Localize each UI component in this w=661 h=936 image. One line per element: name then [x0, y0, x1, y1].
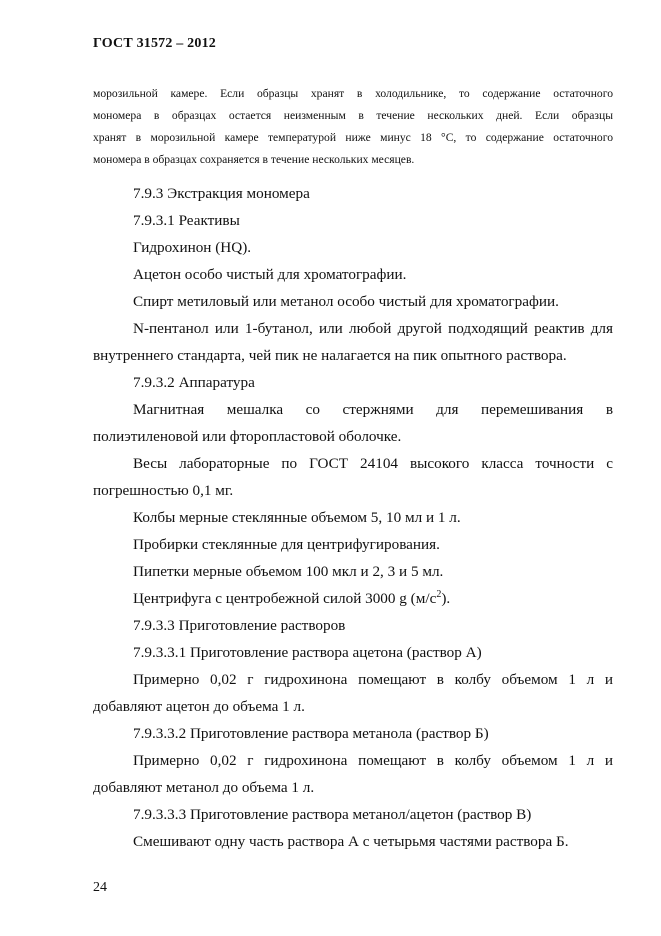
prep-solution-a-line-2: добавляют ацетон до объема 1 л. [93, 698, 305, 715]
section-heading-7-9-3-3-3: 7.9.3.3.3 Приготовление раствора метанол/ацетон (раствор В) [133, 806, 532, 823]
reagent-acetone: Ацетон особо чистый для хроматографии. [133, 266, 407, 283]
apparatus-tubes: Пробирки стеклянные для центрифугирования. [133, 536, 440, 553]
prep-solution-c: Смешивают одну часть раствора А с четырьмя частями раствора Б. [133, 833, 569, 850]
section-heading-7-9-3-3-1: 7.9.3.3.1 Приготовление раствора ацетона (раствор А) [133, 644, 482, 661]
reagent-hydroquinone: Гидрохинон (HQ). [133, 239, 252, 256]
intro-line-4: мономера в образцах сохраняется в течение нескольких месяцев. [93, 153, 415, 166]
apparatus-scales-line-1: Весы лабораторные по ГОСТ 24104 высокого класса точности с [133, 455, 613, 472]
section-heading-7-9-3-1: 7.9.3.1 Реактивы [133, 212, 240, 229]
document-header: ГОСТ 31572 – 2012 [93, 36, 216, 51]
centrifuge-text-end: ). [441, 590, 451, 607]
apparatus-flasks: Колбы мерные стеклянные объемом 5, 10 мл и 1 л. [133, 509, 461, 526]
centrifuge-superscript: 2 [436, 588, 442, 600]
prep-solution-b-line-1: Примерно 0,02 г гидрохинона помещают в колбу объемом 1 л и [133, 752, 613, 769]
intro-line-1: морозильной камере. Если образцы хранят в холодильнике, то содержание остаточного [93, 87, 613, 100]
intro-paragraph [93, 83, 613, 171]
prep-solution-b-line-2: добавляют метанол до объема 1 л. [93, 779, 315, 796]
apparatus-centrifuge [93, 585, 613, 612]
reagent-internal-standard-line-1: N-пентанол или 1-бутанол, или любой другой подходящий реактив для [133, 320, 613, 337]
section-heading-7-9-3-3: 7.9.3.3 Приготовление растворов [133, 617, 346, 634]
apparatus-stirrer-line-1: Магнитная мешалка со стержнями для перемешивания в [133, 401, 613, 418]
intro-line-3: хранят в морозильной камере температурой ниже минус 18 °С, то содержание остаточного [93, 131, 613, 144]
section-heading-7-9-3-2: 7.9.3.2 Аппаратура [133, 374, 255, 391]
intro-line-2: мономера в образцах остается неизменным в течение нескольких дней. Если образцы [93, 109, 613, 122]
apparatus-pipettes: Пипетки мерные объемом 100 мкл и 2, 3 и 5 мл. [133, 563, 444, 580]
centrifuge-text: Центрифуга с центробежной силой 3000 g (м/с [133, 590, 437, 607]
reagent-methanol: Спирт метиловый или метанол особо чистый для хроматографии. [133, 293, 559, 310]
prep-solution-a-line-1: Примерно 0,02 г гидрохинона помещают в колбу объемом 1 л и [133, 671, 613, 688]
section-heading-7-9-3-3-2: 7.9.3.3.2 Приготовление раствора метанола (раствор Б) [133, 725, 489, 742]
section-heading-7-9-3: 7.9.3 Экстракция мономера [133, 185, 310, 202]
main-content [93, 180, 613, 855]
page-number: 24 [93, 880, 107, 895]
apparatus-scales-line-2: погрешностью 0,1 мг. [93, 482, 234, 499]
apparatus-stirrer-line-2: полиэтиленовой или фторопластовой оболочке. [93, 428, 402, 445]
reagent-internal-standard-line-2: внутреннего стандарта, чей пик не налагается на пик опытного раствора. [93, 347, 567, 364]
